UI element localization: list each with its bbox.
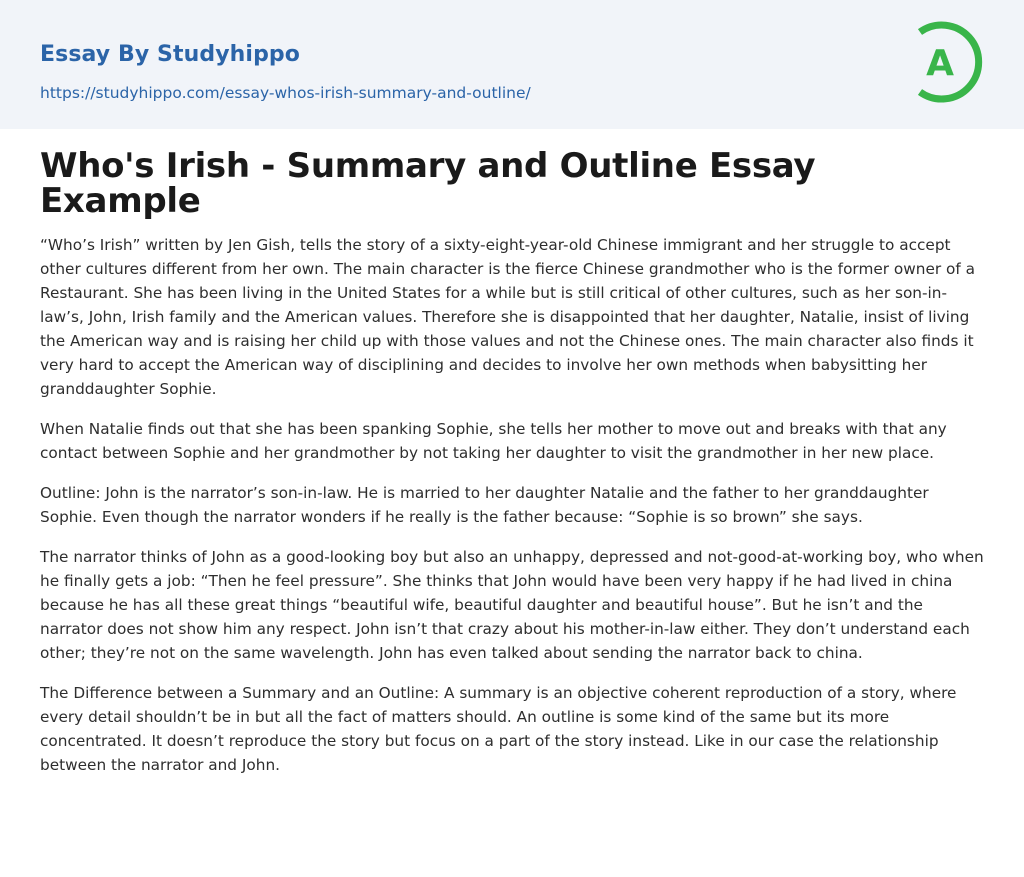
site-header xyxy=(0,0,1024,129)
article-paragraph: The Difference between a Summary and an Outline: A summary is an objective coherent reproduction of a story, where every detail shouldn’t be in but all the fact of matters should. An outline is some kind of the same but its more concentrated. It doesn’t reproduce the story but focus on a part of the story instead. Like in our case the relationship between the narrator and John. xyxy=(40,684,957,774)
studyhippo-logo-icon[interactable] xyxy=(912,19,986,105)
article-paragraph: “Who’s Irish” written by Jen Gish, tells the story of a sixty-eight-year-old Chinese immigrant and her struggle to accept other cultures different from her own. The main character is the fierce Chinese grandmother who is the former owner of a Restaurant. She has been living in the United States for a while but is still critical of other cultures, such as her son-in-law’s, John, Irish family and the American values. Therefore she is disappointed that her daughter, Natalie, insist of living the American way and is raising her child up with those values and not the Chinese ones. The main character also finds it very hard to accept the American way of disciplining and decides to involve her own methods when babysitting her granddaughter Sophie. xyxy=(40,236,976,398)
article-paragraph: When Natalie finds out that she has been spanking Sophie, she tells her mother to move out and breaks with that any contact between Sophie and her grandmother by not taking her daughter to visit the grandmother in her new place. xyxy=(40,420,947,462)
article-paragraph: Outline: John is the narrator’s son-in-law. He is married to her daughter Natalie and the father to her granddaughter Sophie. Even though the narrator wonders if he really is the father because: “Sophie is so brown” she says. xyxy=(40,484,929,526)
site-brand[interactable]: Essay By Studyhippo xyxy=(40,42,300,67)
article-paragraph: The narrator thinks of John as a good-looking boy but also an unhappy, depressed and not-good-at-working boy, who when he finally gets a job: “Then he feel pressure”. She thinks that John would have been very happy if he had lived in china because he has all these great things “beautiful wife, beautiful daughter and beautiful house”. But he isn’t and the narrator does not show him any respect. John isn’t that crazy about his mother-in-law either. They don’t understand each other; they’re not on the same wavelength. John has even talked about sending the narrator back to china. xyxy=(40,548,984,662)
page-url-link[interactable]: https://studyhippo.com/essay-whos-irish-summary-and-outline/ xyxy=(40,84,531,102)
article-title: Who's Irish - Summary and Outline Essay Example xyxy=(40,146,816,221)
logo-letter: A xyxy=(926,43,954,84)
article xyxy=(0,146,1024,777)
